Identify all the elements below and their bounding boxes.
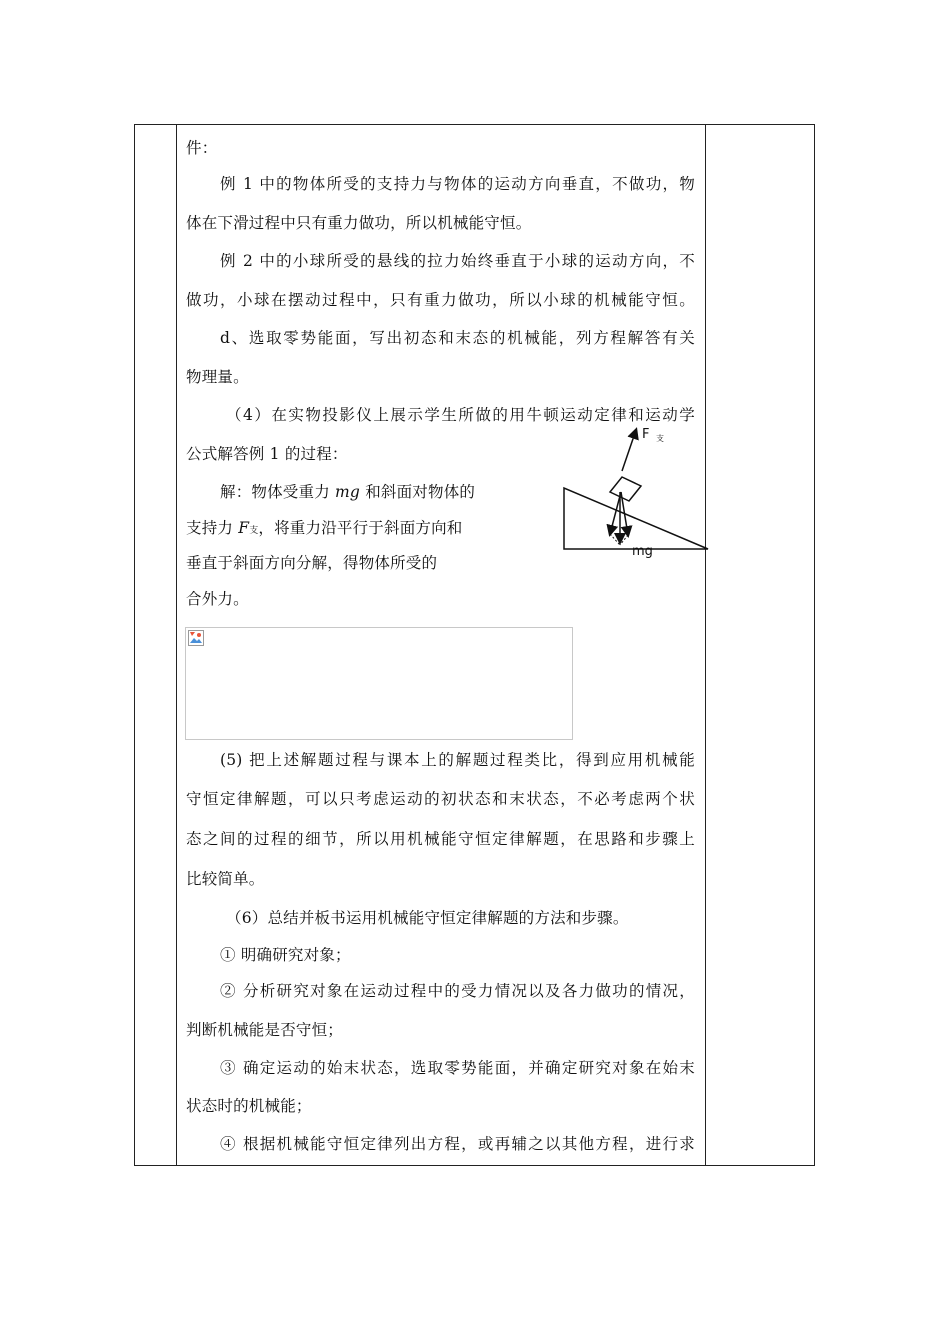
block xyxy=(610,477,641,501)
table-column-divider-right xyxy=(705,124,706,1166)
image-placeholder xyxy=(185,627,573,740)
text-line: ① 明确研究对象； xyxy=(220,946,351,964)
text-line: 比较简单。 xyxy=(186,870,265,888)
text-line xyxy=(186,518,463,541)
text-line: （6）总结并板书运用机械能守恒定律解题的方法和步骤。 xyxy=(226,909,629,927)
text-line: 体在下滑过程中只有重力做功，所以机械能守恒。 xyxy=(186,214,532,232)
text-line: ④ 根据机械能守恒定律列出方程，或再辅之以其他方程，进行求 xyxy=(220,1135,695,1153)
guide-line xyxy=(620,535,628,545)
text-segment: 解：物体受重力 xyxy=(220,483,336,501)
force-label: F xyxy=(642,427,650,442)
incline-triangle xyxy=(564,488,708,549)
symbol-mg: mg xyxy=(335,483,361,501)
text-line: 件： xyxy=(186,139,218,157)
text-line: (5) 把上述解题过程与课本上的解题过程类比，得到应用机械能 xyxy=(220,751,695,769)
weight-label: mg xyxy=(632,544,653,559)
text-segment: 和斜面对物体的 xyxy=(360,483,476,501)
text-line: 守恒定律解题，可以只考虑运动的初状态和末状态，不必考虑两个状 xyxy=(186,790,695,808)
text-line: 公式解答例 1 的过程： xyxy=(186,445,348,463)
force-label-subscript: 支 xyxy=(656,434,664,443)
text-segment: ，将重力沿平行于斜面方向和 xyxy=(258,519,463,537)
text-line: 垂直于斜面方向分解，得物体所受的 xyxy=(186,554,438,572)
support-force-arrow xyxy=(622,430,636,471)
text-line: 例 2 中的小球所受的悬线的拉力始终垂直于小球的运动方向，不 xyxy=(220,252,695,270)
text-line: d、选取零势能面，写出初态和末态的机械能，列方程解答有关 xyxy=(220,329,695,347)
text-line: （4）在实物投影仪上展示学生所做的用牛顿运动定律和运动学 xyxy=(226,406,695,424)
symbol-f: F xyxy=(238,519,250,537)
text-line: 例 1 中的物体所受的支持力与物体的运动方向垂直，不做功，物 xyxy=(220,175,695,193)
text-line: 物理量。 xyxy=(186,368,249,386)
text-line: 合外力。 xyxy=(186,590,249,608)
guide-line xyxy=(610,534,620,545)
text-line: ③ 确定运动的始末状态，选取零势能面，并确定研究对象在始末 xyxy=(220,1059,695,1077)
text-line: 判断机械能是否守恒； xyxy=(186,1021,344,1039)
text-segment: 支持力 xyxy=(186,519,239,537)
text-line: 状态时的机械能； xyxy=(186,1097,312,1115)
incline-force-diagram xyxy=(558,420,718,560)
symbol-subscript: 支 xyxy=(249,526,259,536)
text-line: ② 分析研究对象在运动过程中的受力情况以及各力做功的情况， xyxy=(220,982,695,1000)
text-line: 态之间的过程的细节，所以用机械能守恒定律解题，在思路和步骤上 xyxy=(186,830,695,848)
text-line: 做功，小球在摆动过程中，只有重力做功，所以小球的机械能守恒。 xyxy=(186,291,695,309)
broken-image-icon xyxy=(188,630,204,646)
text-line xyxy=(220,482,475,502)
table-column-divider-left xyxy=(176,124,177,1166)
